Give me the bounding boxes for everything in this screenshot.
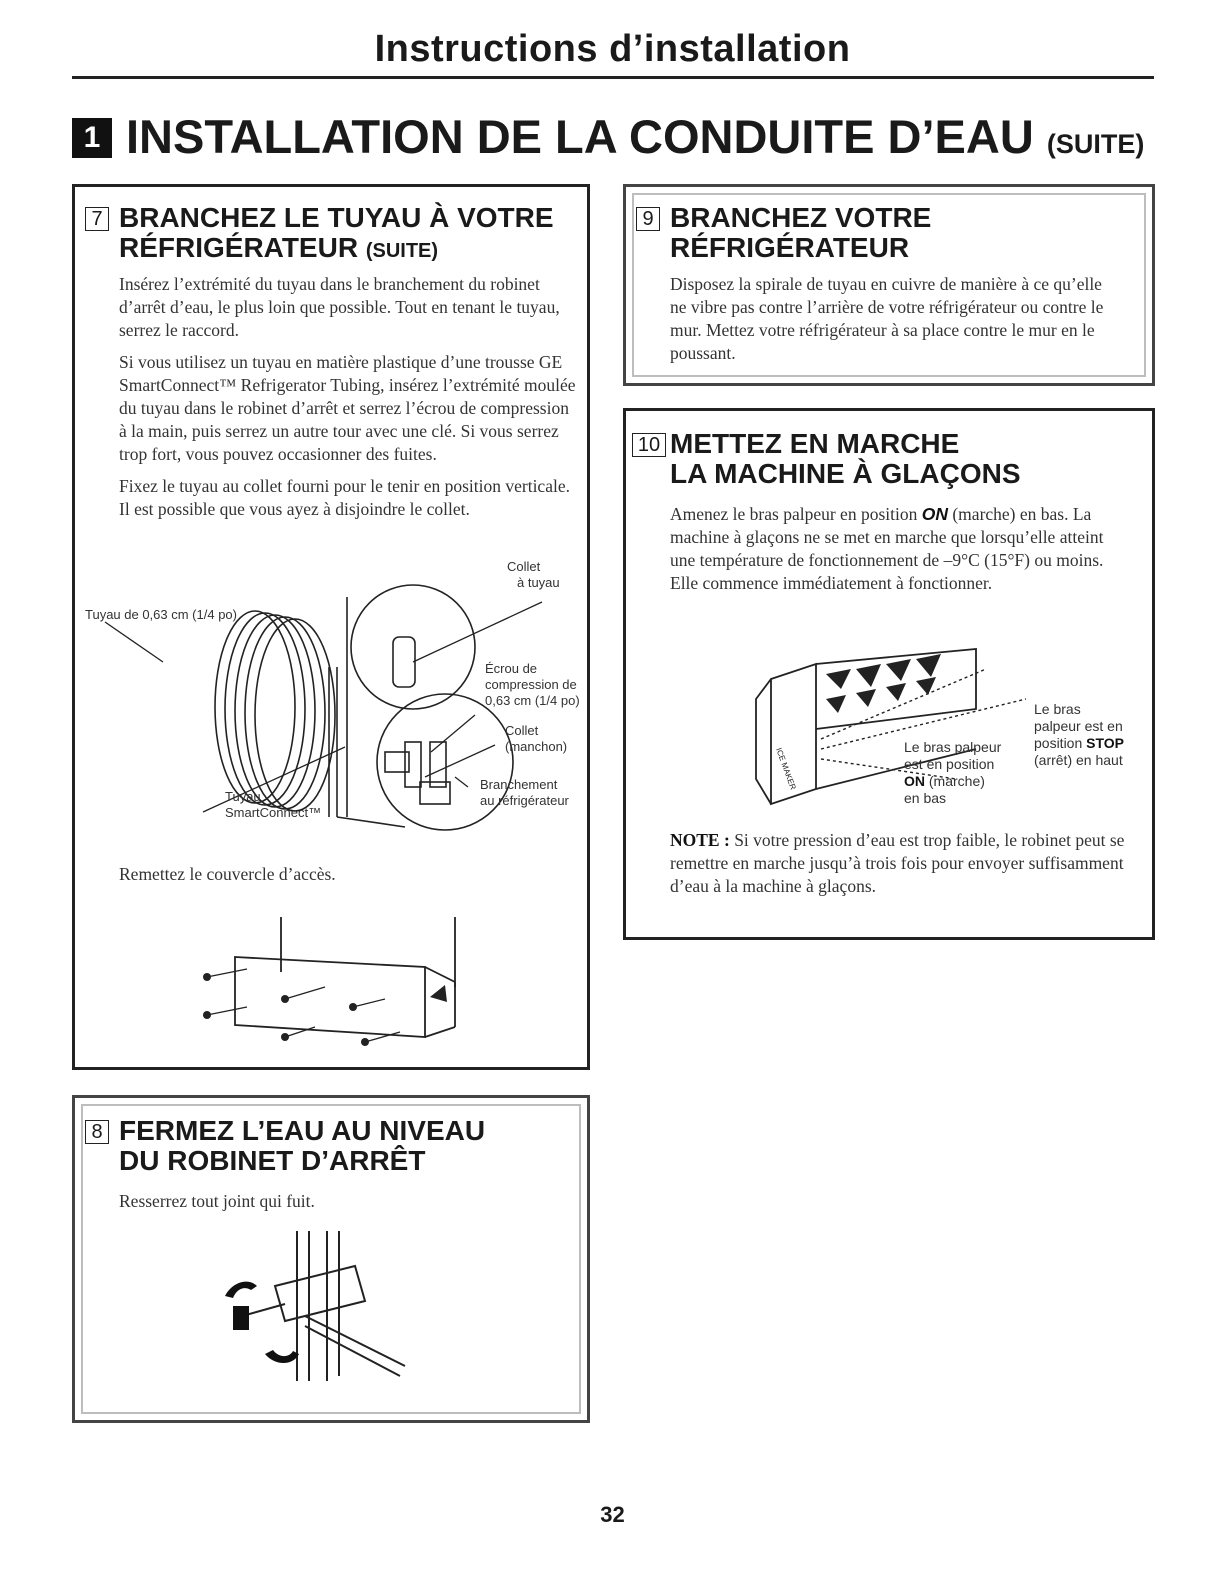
step-10-paragraph-1: [670, 503, 1130, 572]
step-10-note-text: Si votre pression d’eau est trop faible, le robinet peut se remettre en marche jusqu’à trois fois pour envoyer suffisamment d’eau à la machine à glaçons.: [670, 830, 1125, 896]
section-title: [126, 108, 1144, 173]
step-7-after-text: Remettez le couvercle d’accès.: [119, 864, 336, 884]
step-8-box: [72, 1095, 590, 1423]
label-branchement-1: Branchement: [480, 777, 558, 792]
label-arm-stop-3: [1034, 735, 1124, 752]
step-7-title-line2: RÉFRIGÉRATEUR: [119, 232, 359, 263]
step-8-title: [119, 1116, 579, 1176]
step-7-body: [119, 273, 579, 530]
label-collet-tuyau-2: à tuyau: [517, 575, 560, 590]
access-cover-illustration: [185, 907, 505, 1057]
label-arm-on: [904, 739, 1001, 807]
step-10-title: [670, 429, 1140, 489]
label-arm-on-3b: (marche): [925, 773, 985, 789]
step-10-title-line1: METTEZ EN MARCHE: [670, 428, 960, 459]
label-arm-stop-3a: position: [1034, 735, 1087, 751]
step-9-title-line1: BRANCHEZ VOTRE: [670, 202, 932, 233]
step-7-title-line1: BRANCHEZ LE TUYAU À VOTRE: [119, 202, 554, 233]
label-arm-on-4: en bas: [904, 790, 947, 806]
label-arm-stop-1: Le bras: [1034, 701, 1081, 717]
step-10-title-line2: LA MACHINE À GLAÇONS: [670, 458, 1021, 489]
step-10-on-word: ON: [921, 504, 948, 524]
label-tuyau-size: Tuyau de 0,63 cm (1/4 po): [85, 607, 237, 622]
label-arm-stop-3b: STOP: [1086, 735, 1125, 751]
label-smartconnect-1: Tuyau: [225, 789, 261, 804]
label-ecrou-2: compression de: [485, 677, 577, 692]
step-10-number: 10: [632, 433, 666, 457]
step-7-title: [119, 203, 579, 266]
section-title-text: INSTALLATION DE LA CONDUITE D’EAU: [126, 110, 1034, 163]
step-10-note: [670, 829, 1130, 898]
step-10-note-label: NOTE :: [670, 830, 730, 850]
step-10-paragraph-2: Elle commence immédiatement à fonctionner.: [670, 573, 993, 593]
step-7-box: [72, 184, 590, 1070]
step-7-paragraph-1: Insérez l’extrémité du tuyau dans le branchement du robinet d’arrêt d’eau, le plus loin que possible. Tout en tenant le tuyau, serrez le raccord.: [119, 274, 560, 340]
step-10-box: [623, 408, 1155, 940]
label-collet-manchon-2: (manchon): [505, 739, 568, 754]
step-9-title-line2: RÉFRIGÉRATEUR: [670, 232, 910, 263]
label-collet-manchon-1: Collet: [505, 723, 539, 738]
step-10-text-after: (marche) en bas. La machine à glaçons ne se met en marche que lorsqu’elle atteint une température de fonctionnement de –9°C (15°F) ou moins.: [670, 504, 1104, 570]
section-title-suffix: (SUITE): [1046, 129, 1145, 159]
label-arm-on-3: [904, 773, 1001, 790]
label-ecrou-1: Écrou de: [485, 661, 538, 676]
step-9-number: 9: [636, 207, 660, 231]
label-arm-on-3a: ON: [904, 773, 925, 789]
label-collet-tuyau-1: Collet: [507, 559, 541, 574]
step-9-box: [623, 184, 1155, 386]
step-7-title-line2-wrap: [119, 233, 579, 266]
shutoff-valve-illustration: [205, 1226, 485, 1386]
step-9-title: [670, 203, 1140, 263]
label-smartconnect-2: SmartConnect™: [225, 805, 322, 820]
label-arm-on-1: Le bras palpeur: [904, 739, 1002, 755]
step-7-title-suffix: (SUITE): [365, 240, 439, 262]
label-arm-stop: [1034, 701, 1124, 769]
section-number-badge: 1: [72, 118, 112, 158]
label-arm-stop-2: palpeur est en: [1034, 718, 1123, 734]
svg-text:ICE MAKER: ICE MAKER: [774, 746, 798, 792]
step-10-text-before: Amenez le bras palpeur en position: [670, 504, 922, 524]
step-8-number: 8: [85, 1120, 109, 1144]
label-ecrou-3: 0,63 cm (1/4 po): [485, 693, 580, 708]
label-smartconnect: [225, 789, 321, 821]
label-collet-tuyau: [507, 559, 560, 591]
step-8-title-line2: DU ROBINET D’ARRÊT: [119, 1145, 426, 1176]
step-7-number: 7: [85, 207, 109, 231]
step-8-title-line1: FERMEZ L’EAU AU NIVEAU: [119, 1115, 486, 1146]
step-7-paragraph-3: Fixez le tuyau au collet fourni pour le tenir en position verticale. Il est possible que vous ayez à disjoindre le collet.: [119, 476, 570, 519]
step-10-body: [670, 503, 1130, 595]
header-rule: [72, 76, 1154, 79]
label-collet-manchon: [505, 723, 567, 755]
step-8-text: Resserrez tout joint qui fuit.: [119, 1191, 315, 1211]
page-number: 32: [600, 1502, 625, 1527]
label-arm-stop-4: (arrêt) en haut: [1034, 752, 1123, 768]
label-arm-on-2: est en position: [904, 756, 995, 772]
page-header-title: Instructions d’installation: [374, 28, 851, 70]
label-branchement: [480, 777, 569, 809]
step-9-text: Disposez la spirale de tuyau en cuivre de manière à ce qu’elle ne vibre pas contre l’arrière de votre réfrigérateur ou contre le mur. Mettez votre réfrigérateur à sa place contre le mur en le poussant.: [670, 274, 1104, 363]
step-7-paragraph-2: Si vous utilisez un tuyau en matière plastique d’une trousse GE SmartConnect™ Refrigerator Tubing, insérez l’extrémité moulée du tuyau dans le robinet d’arrêt et serrez l’écrou de compression à la main, puis serrez un autre tour avec une clé. Si vous serrez trop fort, vous pouvez occasionner des fuites.: [119, 352, 576, 464]
label-ecrou: [485, 661, 580, 709]
label-branchement-2: au réfrigérateur: [480, 793, 569, 808]
